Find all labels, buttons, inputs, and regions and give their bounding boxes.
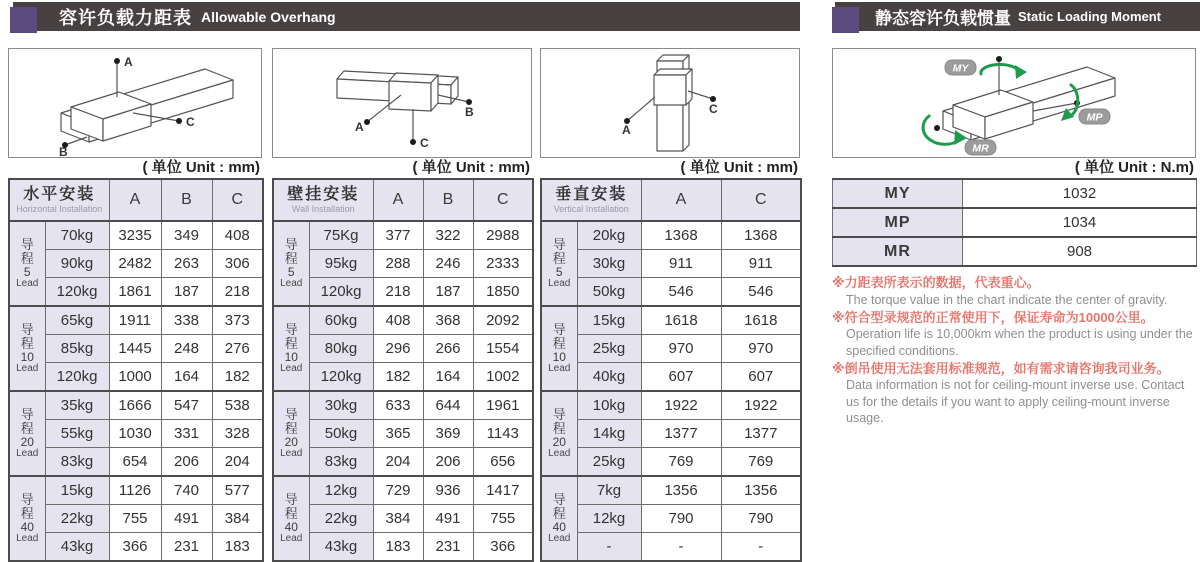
lead-cell: 导 程 10 Lead <box>541 306 577 391</box>
value-cell: 164 <box>161 363 212 392</box>
value-cell: 654 <box>109 448 161 477</box>
unit-label-nm: ( 单位 Unit : N.m) <box>1074 159 1194 176</box>
value-cell: 1000 <box>109 363 161 392</box>
rail-isometric-drawing <box>273 49 531 157</box>
lead-cell: 导 程 5 Lead <box>541 221 577 306</box>
overhang-table-wall-installation <box>272 178 534 562</box>
value-cell: 1850 <box>473 278 533 307</box>
table-row <box>541 306 801 335</box>
note-text-cn: ※符合型录规范的正常使用下，保证寿命为10000公里。 <box>832 309 1154 325</box>
column-header: A <box>373 179 423 221</box>
lead-number: 5 <box>287 264 295 279</box>
value-cell: 164 <box>423 363 473 392</box>
table-title-cn: 垂直安装 <box>555 186 628 204</box>
value-cell: 936 <box>423 476 473 505</box>
table-title-en: Horizontal Installation <box>16 203 103 214</box>
table-row <box>541 505 801 533</box>
value-cell: 306 <box>212 250 263 278</box>
moment-axes-diagram <box>832 48 1196 158</box>
table-row <box>273 533 533 562</box>
weight-cell: 25kg <box>577 335 641 363</box>
table-title-cell <box>273 179 373 221</box>
vertical-installation-section <box>540 48 800 562</box>
weight-cell: 35kg <box>45 391 109 420</box>
unit-label-mm: ( 单位 Unit : mm) <box>142 159 260 176</box>
weight-cell: 25kg <box>577 448 641 477</box>
value-cell: 970 <box>721 335 801 363</box>
header-accent-square <box>10 7 37 33</box>
lead-number: 40 <box>20 519 34 534</box>
value-cell: 206 <box>161 448 212 477</box>
value-cell: 546 <box>641 278 721 307</box>
unit-label-mm: ( 单位 Unit : mm) <box>680 159 798 176</box>
weight-cell: 43kg <box>309 533 373 562</box>
table-row <box>541 448 801 477</box>
moment-axis-cell: MR <box>833 237 963 266</box>
table-row <box>9 533 263 562</box>
point-b-label: B <box>59 145 68 157</box>
value-cell: 607 <box>641 363 721 392</box>
table-row <box>273 391 533 420</box>
weight-cell: 22kg <box>45 505 109 533</box>
static-loading-moment-section <box>832 48 1196 427</box>
header-allowable-overhang <box>13 2 800 31</box>
value-cell: 1922 <box>641 391 721 420</box>
value-cell: 204 <box>373 448 423 477</box>
weight-cell: 65kg <box>45 306 109 335</box>
table-row <box>833 208 1197 237</box>
table-row <box>273 221 533 250</box>
lead-en-label: Lead <box>16 447 39 459</box>
weight-cell: 70kg <box>45 221 109 250</box>
weight-cell: 85kg <box>45 335 109 363</box>
lead-en-label: Lead <box>548 532 571 544</box>
value-cell: 206 <box>423 448 473 477</box>
overhang-table-vertical-installation <box>540 178 802 562</box>
value-cell: 338 <box>161 306 212 335</box>
value-cell: 547 <box>161 391 212 420</box>
value-cell: 1554 <box>473 335 533 363</box>
table-row <box>541 221 801 250</box>
value-cell: 546 <box>721 278 801 307</box>
point-a-label: A <box>355 120 364 134</box>
lead-number: 10 <box>284 349 298 364</box>
table-row <box>541 420 801 448</box>
value-cell: 183 <box>212 533 263 562</box>
note-item <box>832 360 1196 426</box>
table-row <box>273 448 533 477</box>
horizontal-installation-section <box>8 48 262 562</box>
lead-en-label: Lead <box>16 277 39 289</box>
table-row <box>9 505 263 533</box>
rail-isometric-drawing <box>541 49 799 157</box>
table-row <box>273 363 533 392</box>
value-cell: 246 <box>423 250 473 278</box>
table-row <box>541 335 801 363</box>
value-cell: 296 <box>373 335 423 363</box>
value-cell: 1666 <box>109 391 161 420</box>
value-cell: 263 <box>161 250 212 278</box>
value-cell: 644 <box>423 391 473 420</box>
value-cell: 1030 <box>109 420 161 448</box>
value-cell: 218 <box>212 278 263 307</box>
value-cell: 231 <box>423 533 473 562</box>
column-header: C <box>721 179 801 221</box>
lead-en-label: Lead <box>280 532 303 544</box>
lead-en-label: Lead <box>16 532 39 544</box>
table-row <box>273 420 533 448</box>
point-b-label: B <box>465 105 474 119</box>
weight-cell: 120kg <box>45 278 109 307</box>
value-cell: 2988 <box>473 221 533 250</box>
table-row <box>9 363 263 392</box>
lead-cell: 导 程 20 Lead <box>9 391 45 476</box>
wall-installation-table-slot <box>272 178 532 562</box>
value-cell: 491 <box>161 505 212 533</box>
moment-value-cell: 908 <box>963 237 1197 266</box>
value-cell: 276 <box>212 335 263 363</box>
table-row <box>9 306 263 335</box>
value-cell: 633 <box>373 391 423 420</box>
lead-en-label: Lead <box>16 362 39 374</box>
lead-en-label: Lead <box>548 447 571 459</box>
value-cell: 369 <box>423 420 473 448</box>
lead-cell: 导 程 5 Lead <box>9 221 45 306</box>
weight-cell: 83kg <box>45 448 109 477</box>
lead-en-label: Lead <box>280 277 303 289</box>
lead-cell: 导 程 40 Lead <box>9 476 45 561</box>
value-cell: 769 <box>641 448 721 477</box>
lead-cell: 导 程 20 Lead <box>273 391 309 476</box>
value-cell: 373 <box>212 306 263 335</box>
note-text-cn: ※倒吊使用无法套用标准规范，如有需求请咨询我司业务。 <box>832 360 1170 376</box>
weight-cell: 120kg <box>309 278 373 307</box>
table-row <box>273 250 533 278</box>
lead-number: 40 <box>284 519 298 534</box>
lead-en-label: Lead <box>548 362 571 374</box>
column-header: C <box>473 179 533 221</box>
note-text-cn: ※力距表所表示的数据，代表重心。 <box>832 275 1040 290</box>
note-text-en: Data information is not for ceiling-mount inverse use. Contact us for the details if you want to apply ceiling-mount inverse usage. <box>846 378 1185 425</box>
table-row <box>273 306 533 335</box>
value-cell: 1377 <box>721 420 801 448</box>
value-cell: 182 <box>373 363 423 392</box>
table-row <box>541 250 801 278</box>
weight-cell: 60kg <box>309 306 373 335</box>
value-cell: 538 <box>212 391 263 420</box>
header-title-en: Static Loading Moment <box>1018 9 1161 24</box>
table-row <box>9 391 263 420</box>
weight-cell: 83kg <box>309 448 373 477</box>
weight-cell: 75Kg <box>309 221 373 250</box>
value-cell: 218 <box>373 278 423 307</box>
moment-table-slot <box>832 178 1196 267</box>
table-title-cell <box>541 179 641 221</box>
rail-moment-drawing <box>833 49 1189 157</box>
value-cell: 3235 <box>109 221 161 250</box>
value-cell: 183 <box>373 533 423 562</box>
weight-cell: 120kg <box>45 363 109 392</box>
static-loading-moment-table <box>832 178 1197 267</box>
value-cell: 2482 <box>109 250 161 278</box>
weight-cell: 50kg <box>309 420 373 448</box>
lead-number: 5 <box>23 264 31 279</box>
table-title-cell <box>9 179 109 221</box>
table-row <box>541 391 801 420</box>
wall-installation-diagram <box>272 48 532 158</box>
lead-cell: 导 程 40 Lead <box>273 476 309 561</box>
weight-cell: 15kg <box>45 476 109 505</box>
lead-number: 40 <box>552 519 566 534</box>
mp-label: MP <box>1086 111 1103 124</box>
table-row <box>541 278 801 307</box>
weight-cell: 90kg <box>45 250 109 278</box>
table-row <box>833 179 1197 208</box>
table-title-cn: 水平安装 <box>23 186 96 204</box>
unit-label-mm: ( 单位 Unit : mm) <box>412 159 530 176</box>
value-cell: 408 <box>373 306 423 335</box>
lead-number: 20 <box>284 434 298 449</box>
lead-en-label: Lead <box>280 447 303 459</box>
weight-cell: 15kg <box>577 306 641 335</box>
horizontal-installation-diagram <box>8 48 262 158</box>
table-row <box>9 420 263 448</box>
table-row <box>9 448 263 477</box>
header-accent-square <box>832 7 859 33</box>
wall-installation-section <box>272 48 532 562</box>
lead-number: 5 <box>555 264 563 279</box>
lead-number: 10 <box>552 349 566 364</box>
value-cell: - <box>641 533 721 562</box>
moment-value-cell: 1034 <box>963 208 1197 237</box>
weight-cell: 43kg <box>45 533 109 562</box>
weight-cell: 50kg <box>577 278 641 307</box>
value-cell: 248 <box>161 335 212 363</box>
value-cell: 790 <box>721 505 801 533</box>
value-cell: 1445 <box>109 335 161 363</box>
value-cell: 1618 <box>641 306 721 335</box>
point-c-label: C <box>186 115 195 129</box>
my-label: MY <box>952 62 969 75</box>
value-cell: 729 <box>373 476 423 505</box>
value-cell: 1368 <box>641 221 721 250</box>
table-row <box>273 476 533 505</box>
value-cell: 266 <box>423 335 473 363</box>
mr-label: MR <box>972 142 989 155</box>
value-cell: 187 <box>423 278 473 307</box>
weight-cell: 30kg <box>309 391 373 420</box>
column-header: A <box>109 179 161 221</box>
vertical-installation-diagram <box>540 48 800 158</box>
weight-cell: 12kg <box>309 476 373 505</box>
value-cell: 1377 <box>641 420 721 448</box>
weight-cell: 22kg <box>309 505 373 533</box>
table-row <box>9 278 263 307</box>
value-cell: 384 <box>373 505 423 533</box>
value-cell: 755 <box>473 505 533 533</box>
weight-cell: 95kg <box>309 250 373 278</box>
value-cell: 970 <box>641 335 721 363</box>
value-cell: 1143 <box>473 420 533 448</box>
table-title-en: Wall Installation <box>291 203 355 214</box>
value-cell: 740 <box>161 476 212 505</box>
value-cell: 769 <box>721 448 801 477</box>
table-row <box>9 335 263 363</box>
lead-en-label: Lead <box>548 277 571 289</box>
notes-block <box>832 274 1196 426</box>
lead-number: 20 <box>552 434 566 449</box>
table-title-cn: 壁挂安装 <box>287 186 360 204</box>
table-row <box>273 278 533 307</box>
header-title-cn: 容许负载力距表 <box>59 7 192 28</box>
value-cell: - <box>721 533 801 562</box>
overhang-table-horizontal-installation <box>8 178 264 562</box>
column-header: C <box>212 179 263 221</box>
value-cell: 331 <box>161 420 212 448</box>
value-cell: 577 <box>212 476 263 505</box>
table-row <box>541 476 801 505</box>
value-cell: 755 <box>109 505 161 533</box>
value-cell: 349 <box>161 221 212 250</box>
value-cell: 1961 <box>473 391 533 420</box>
table-row <box>9 221 263 250</box>
note-text-en: The torque value in the chart indicate the center of gravity. <box>846 292 1168 307</box>
value-cell: 365 <box>373 420 423 448</box>
value-cell: 1861 <box>109 278 161 307</box>
rail-isometric-drawing <box>9 49 261 157</box>
table-row <box>273 335 533 363</box>
lead-en-label: Lead <box>280 362 303 374</box>
point-a-label: A <box>124 55 133 69</box>
value-cell: 1618 <box>721 306 801 335</box>
moment-axis-cell: MP <box>833 208 963 237</box>
value-cell: 1368 <box>721 221 801 250</box>
note-item <box>832 274 1196 308</box>
value-cell: 790 <box>641 505 721 533</box>
vertical-installation-table-slot <box>540 178 800 562</box>
table-row <box>541 533 801 562</box>
lead-number: 20 <box>20 434 34 449</box>
value-cell: 2092 <box>473 306 533 335</box>
value-cell: 384 <box>212 505 263 533</box>
weight-cell: 80kg <box>309 335 373 363</box>
value-cell: 1356 <box>721 476 801 505</box>
header-title-en: Allowable Overhang <box>201 8 336 25</box>
value-cell: 1911 <box>109 306 161 335</box>
value-cell: 368 <box>423 306 473 335</box>
weight-cell: - <box>577 533 641 562</box>
value-cell: 322 <box>423 221 473 250</box>
column-header: B <box>161 179 212 221</box>
note-text-en: Operation life is 10,000km when the product is using under the specified conditions. <box>846 327 1193 358</box>
table-title-en: Vertical Installation <box>553 203 629 214</box>
weight-cell: 55kg <box>45 420 109 448</box>
weight-cell: 12kg <box>577 505 641 533</box>
weight-cell: 10kg <box>577 391 641 420</box>
lead-cell: 导 程 40 Lead <box>541 476 577 561</box>
value-cell: 491 <box>423 505 473 533</box>
value-cell: 187 <box>161 278 212 307</box>
weight-cell: 40kg <box>577 363 641 392</box>
weight-cell: 30kg <box>577 250 641 278</box>
value-cell: 408 <box>212 221 263 250</box>
table-row <box>273 505 533 533</box>
weight-cell: 14kg <box>577 420 641 448</box>
lead-cell: 导 程 10 Lead <box>9 306 45 391</box>
value-cell: 231 <box>161 533 212 562</box>
lead-cell: 导 程 10 Lead <box>273 306 309 391</box>
table-row <box>9 476 263 505</box>
value-cell: 204 <box>212 448 263 477</box>
value-cell: 182 <box>212 363 263 392</box>
column-header: A <box>641 179 721 221</box>
value-cell: 288 <box>373 250 423 278</box>
weight-cell: 20kg <box>577 221 641 250</box>
value-cell: 911 <box>721 250 801 278</box>
header-static-loading-moment <box>835 2 1200 31</box>
table-row <box>9 250 263 278</box>
value-cell: 1126 <box>109 476 161 505</box>
value-cell: 328 <box>212 420 263 448</box>
value-cell: 911 <box>641 250 721 278</box>
lead-cell: 导 程 5 Lead <box>273 221 309 306</box>
lead-cell: 导 程 20 Lead <box>541 391 577 476</box>
value-cell: 607 <box>721 363 801 392</box>
value-cell: 366 <box>473 533 533 562</box>
value-cell: 656 <box>473 448 533 477</box>
weight-cell: 120kg <box>309 363 373 392</box>
value-cell: 1922 <box>721 391 801 420</box>
lead-number: 10 <box>20 349 34 364</box>
value-cell: 1356 <box>641 476 721 505</box>
point-a-label: A <box>622 123 631 137</box>
point-c-label: C <box>709 102 718 116</box>
note-item <box>832 309 1196 359</box>
moment-value-cell: 1032 <box>963 179 1197 208</box>
horizontal-installation-table-slot <box>8 178 262 562</box>
value-cell: 1002 <box>473 363 533 392</box>
value-cell: 377 <box>373 221 423 250</box>
point-c-label: C <box>420 136 429 150</box>
header-title-cn: 静态容许负载惯量 <box>875 9 1011 28</box>
table-row <box>833 237 1197 266</box>
weight-cell: 7kg <box>577 476 641 505</box>
value-cell: 366 <box>109 533 161 562</box>
value-cell: 2333 <box>473 250 533 278</box>
moment-axis-cell: MY <box>833 179 963 208</box>
table-row <box>541 363 801 392</box>
value-cell: 1417 <box>473 476 533 505</box>
column-header: B <box>423 179 473 221</box>
